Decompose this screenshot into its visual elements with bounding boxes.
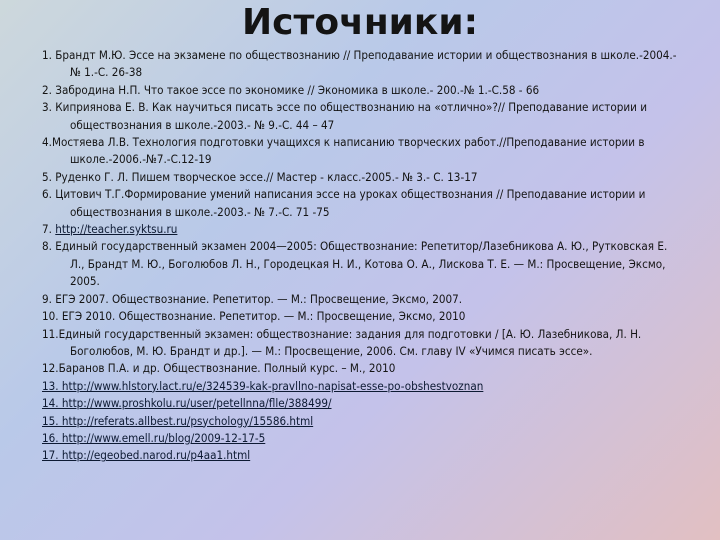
reference-item: 3. Киприянова Е. В. Как научиться писать эссе по обществознанию на «отлично»?// Преподавание истории и обществознания в школе.-2003.- № 9.-С. 44 – 47 xyxy=(42,100,648,132)
reference-item: 6. Цитович Т.Г.Формирование умений написания эссе на уроках обществознания // Преподавание истории и обществознания в школе.-2003.- № 7.-С. 71 -75 xyxy=(42,187,646,219)
reference-item[interactable] xyxy=(42,430,682,447)
reference-link[interactable]: 16. http://www.emell.ru/blog/2009-12-17-5 xyxy=(42,430,266,445)
reference-item: 1. Брандт М.Ю. Эссе на экзамене по обществознанию // Преподавание истории и обществознания в школе.-2004.- № 1.-С. 26-38 xyxy=(42,48,677,80)
reference-item[interactable] xyxy=(42,413,682,430)
reference-number: 7. xyxy=(42,222,56,237)
reference-item: 10. ЕГЭ 2010. Обществознание. Репетитор. — М.: Просвещение, Эксмо, 2010 xyxy=(42,309,466,324)
reference-item[interactable] xyxy=(42,395,682,412)
reference-link[interactable]: 15. http://referats.allbest.ru/psychology/15586.html xyxy=(42,413,314,428)
reference-item: 4.Мостяева Л.В. Технология подготовки учащихся к написанию творческих работ.//Преподавание истории в школе.-2006.-№7.-С.12-19 xyxy=(42,135,645,167)
reference-item[interactable] xyxy=(42,378,682,395)
reference-list xyxy=(42,47,682,465)
reference-link[interactable]: 13. http://www.hlstory.lact.ru/e/324539-kak-pravllno-napisat-esse-po-obshestvoznan xyxy=(42,378,484,393)
reference-item: 12.Баранов П.А. и др. Обществознание. Полный курс. – М., 2010 xyxy=(42,361,396,376)
reference-item: 9. ЕГЭ 2007. Обществознание. Репетитор. — М.: Просвещение, Эксмо, 2007. xyxy=(42,291,463,306)
reference-item: 8. Единый государственный экзамен 2004—2005: Обществознание: Репетитор/Лазебникова А. Ю., Рутковская Е. Л., Брандт М. Ю., Боголюбов Л. Н., Городецкая Н. И., Котова О. А., Лискова Т. Е. — М.: Просвещение, Эксмо, 2005. xyxy=(42,239,668,289)
reference-item[interactable] xyxy=(42,447,682,464)
reference-item: 2. Забродина Н.П. Что такое эссе по экономике // Экономика в школе.- 200.-№ 1.-С.58 - 66 xyxy=(42,82,540,97)
reference-item: 5. Руденко Г. Л. Пишем творческое эссе.// Мастер - класс.-2005.- № 3.- С. 13-17 xyxy=(42,169,478,184)
reference-item: 11.Единый государственный экзамен: обществознание: задания для подготовки / [А. Ю. Лазебникова, Л. Н. Боголюбов, М. Ю. Брандт и др.]. — М.: Просвещение, 2006. См. главу IV «Учимся писать эссе». xyxy=(42,326,642,358)
reference-link[interactable]: 17. http://egeobed.narod.ru/p4aa1.html xyxy=(42,448,251,463)
reference-item[interactable] xyxy=(42,221,682,238)
reference-link[interactable]: 14. http://www.proshkolu.ru/user/petellnna/flle/388499/ xyxy=(42,396,332,411)
slide-title: Источники: xyxy=(242,2,478,43)
reference-link[interactable]: http://teacher.syktsu.ru xyxy=(55,222,178,237)
